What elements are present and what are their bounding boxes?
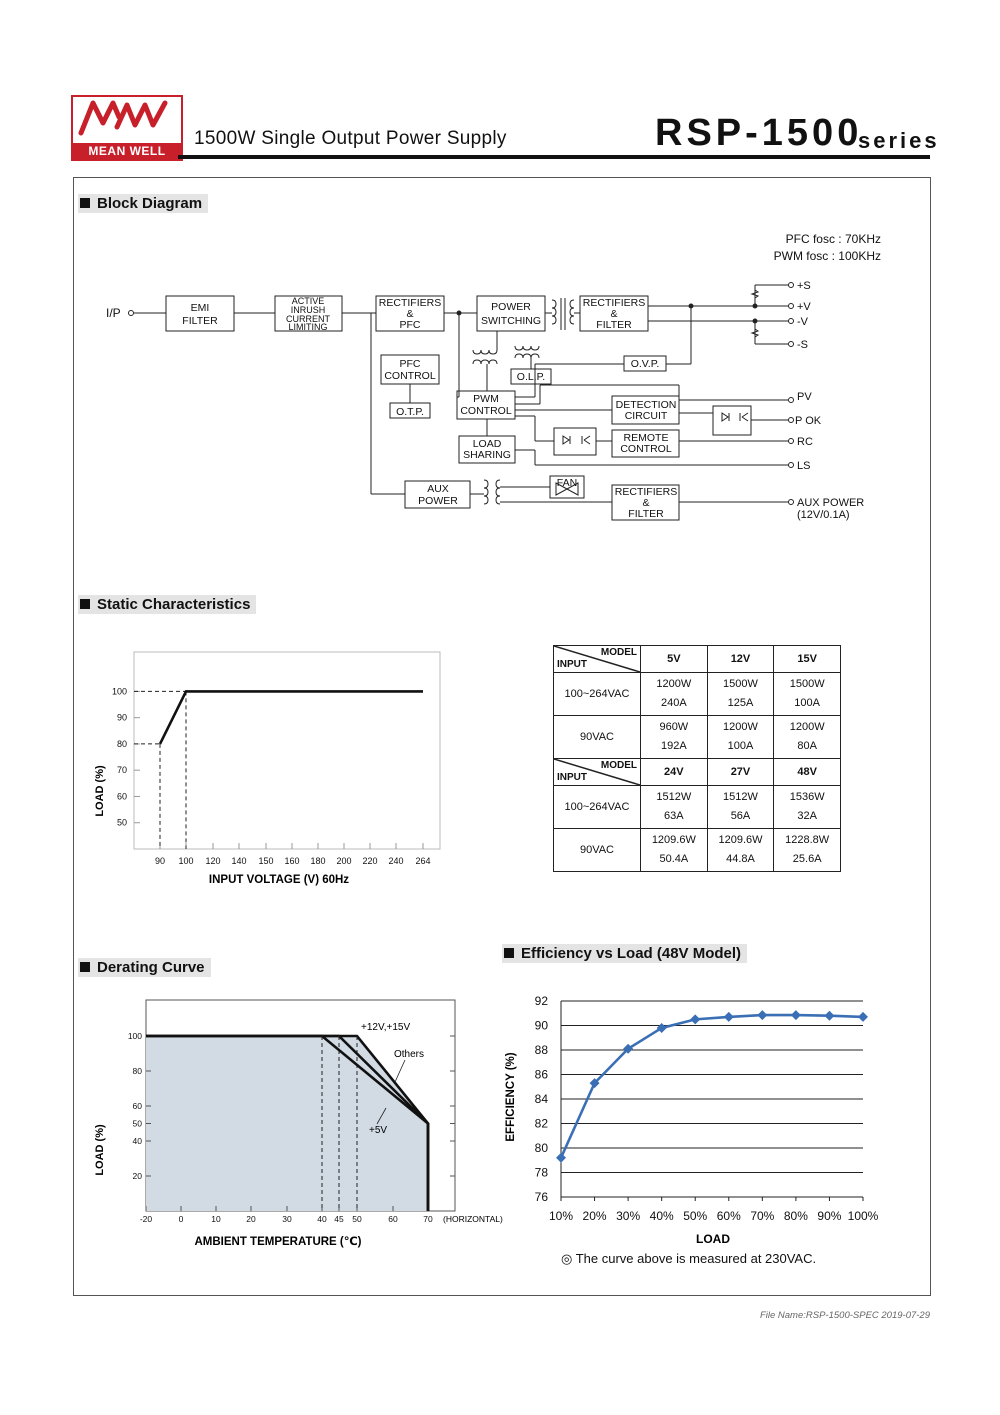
svg-text:RECTIFIERS: RECTIFIERS <box>614 486 678 498</box>
static-x-tick-label: 180 <box>310 856 326 866</box>
efficiency-y-tick-label: 76 <box>534 1190 548 1204</box>
pfc-fosc: PFC fosc : 70KHz <box>785 232 881 246</box>
derating-x-tick-label: 30 <box>282 1214 292 1224</box>
derating-label-5v: +5V <box>369 1125 388 1136</box>
cell-power: 1209.6W <box>651 834 696 846</box>
static-y-tick-label: 100 <box>111 686 127 697</box>
svg-text:DETECTION: DETECTION <box>615 399 677 411</box>
cell-current: 192A <box>660 740 687 752</box>
efficiency-y-tick-label: 88 <box>534 1043 548 1057</box>
table-input-cell: 90VAC <box>554 829 641 872</box>
derating-horizontal: (HORIZONTAL) <box>443 1214 503 1224</box>
cell-current: 80A <box>797 740 817 752</box>
svg-text:REMOTE: REMOTE <box>623 432 669 444</box>
svg-text:CONTROL: CONTROL <box>620 443 672 455</box>
svg-text:CONTROL: CONTROL <box>460 405 512 417</box>
section-efficiency: Efficiency vs Load (48V Model) <box>502 944 747 963</box>
table-model-header: 48V <box>774 759 841 786</box>
svg-text:LOAD: LOAD <box>472 438 502 450</box>
svg-text:&: & <box>406 308 414 320</box>
cell-current: 100A <box>727 740 754 752</box>
static-x-tick-label: 150 <box>258 856 274 866</box>
efficiency-point <box>556 1153 566 1163</box>
efficiency-y-tick-label: 78 <box>534 1165 548 1180</box>
svg-text:PFC: PFC <box>399 358 421 370</box>
derating-y-tick-label: 80 <box>132 1066 142 1076</box>
derating-x-tick-label: 70 <box>423 1214 433 1224</box>
logo-text: MEAN WELL <box>73 143 181 159</box>
static-x-tick-label: 264 <box>415 856 431 866</box>
svg-text:RECTIFIERS: RECTIFIERS <box>378 297 442 309</box>
svg-text:CURRENT: CURRENT <box>286 314 330 324</box>
efficiency-ylabel: EFFICIENCY (%) <box>505 1052 517 1142</box>
efficiency-point <box>858 1012 868 1022</box>
cell-current: 100A <box>794 697 820 709</box>
derating-x-tick-label: 40 <box>317 1214 327 1224</box>
svg-text:POWER: POWER <box>491 301 531 313</box>
series-label: series <box>858 128 940 153</box>
derating-y-tick-label: 100 <box>127 1031 142 1041</box>
efficiency-note: ◎ The curve above is measured at 230VAC. <box>561 1251 817 1266</box>
static-x-tick-label: 140 <box>231 856 247 866</box>
svg-text:PWM: PWM <box>473 393 499 405</box>
efficiency-y-tick-label: 82 <box>534 1116 548 1131</box>
svg-text:AUX POWER: AUX POWER <box>797 497 865 509</box>
table-input-cell: 90VAC <box>554 716 641 759</box>
svg-text:CIRCUIT: CIRCUIT <box>624 410 668 422</box>
efficiency-x-tick-label: 60% <box>716 1209 741 1223</box>
efficiency-y-tick-label: 80 <box>534 1141 548 1155</box>
efficiency-x-tick-label: 100% <box>847 1209 879 1223</box>
input-label: I/P <box>106 306 121 320</box>
svg-text:RC: RC <box>797 436 813 448</box>
cell-power: 1200W <box>656 678 692 690</box>
static-x-tick-label: 90 <box>154 856 166 866</box>
cell-current: 240A <box>660 697 687 709</box>
efficiency-x-tick-label: 90% <box>817 1209 842 1223</box>
static-x-tick-label: 240 <box>388 856 404 866</box>
efficiency-y-tick-label: 84 <box>534 1092 548 1106</box>
derating-ylabel: LOAD (%) <box>94 1124 106 1176</box>
cell-power: 1512W <box>723 791 758 803</box>
efficiency-x-tick-label: 70% <box>750 1209 775 1223</box>
cell-current: 32A <box>797 810 817 822</box>
cell-power: 1209.6W <box>718 834 763 846</box>
static-x-tick-label: 220 <box>362 856 378 866</box>
static-x-tick-label: 120 <box>205 856 221 866</box>
svg-text:(12V/0.1A): (12V/0.1A) <box>797 509 850 521</box>
cell-current: 63A <box>664 810 684 822</box>
svg-text:O.T.P.: O.T.P. <box>396 406 424 418</box>
static-xlabel: INPUT VOLTAGE (V) 60Hz <box>208 874 350 886</box>
table-input-cell: 100~264VAC <box>554 786 641 829</box>
cell-current: 125A <box>727 697 754 709</box>
static-y-tick-label: 80 <box>116 738 127 749</box>
derating-x-tick-label: -20 <box>139 1214 153 1224</box>
svg-text:POWER: POWER <box>418 495 458 507</box>
cell-current: 56A <box>730 810 751 822</box>
cell-power: 1228.8W <box>785 834 830 846</box>
product-subtitle: 1500W Single Output Power Supply <box>194 128 507 149</box>
efficiency-x-tick-label: 40% <box>649 1209 674 1223</box>
efficiency-x-tick-label: 20% <box>582 1209 607 1223</box>
corner-input-label: INPUT <box>557 772 587 783</box>
model-name: RSP-1500 <box>655 112 863 154</box>
table-input-cell: 100~264VAC <box>554 673 641 716</box>
derating-x-tick-label: 60 <box>388 1214 398 1224</box>
pwm-fosc: PWM fosc : 100KHz <box>773 249 881 263</box>
derating-x-tick-label: 10 <box>211 1214 221 1224</box>
corner-model-label: MODEL <box>600 760 637 771</box>
static-y-tick-label: 50 <box>116 817 127 828</box>
derating-label-12v: +12V,+15V <box>361 1022 411 1033</box>
svg-text:+S: +S <box>797 280 811 292</box>
svg-text:FILTER: FILTER <box>628 508 664 520</box>
derating-x-tick-label: 45 <box>334 1214 344 1224</box>
static-y-tick-label: 90 <box>116 712 127 723</box>
svg-text:FILTER: FILTER <box>182 315 218 327</box>
cell-power: 1200W <box>723 721 758 733</box>
svg-text:O.L.P.: O.L.P. <box>516 371 546 383</box>
derating-xlabel: AMBIENT TEMPERATURE (℃) <box>194 1236 362 1248</box>
cell-power: 960W <box>659 721 689 733</box>
static-y-tick-label: 70 <box>116 765 127 776</box>
cell-current: 50.4A <box>659 853 689 865</box>
svg-text:AUX: AUX <box>427 483 449 495</box>
corner-model-label: MODEL <box>600 647 637 658</box>
cell-power: 1200W <box>789 721 825 733</box>
table-model-header: 12V <box>707 646 774 673</box>
section-block-diagram: Block Diagram <box>78 194 208 213</box>
efficiency-xlabel: LOAD <box>696 1232 730 1246</box>
corner-input-label: INPUT <box>557 659 587 670</box>
cell-power: 1500W <box>789 678 825 690</box>
svg-text:&: & <box>642 497 650 509</box>
efficiency-point <box>791 1010 801 1020</box>
efficiency-point <box>690 1014 700 1024</box>
svg-text:INRUSH: INRUSH <box>290 305 326 315</box>
efficiency-x-tick-label: 50% <box>683 1209 708 1223</box>
cell-power: 1512W <box>656 791 692 803</box>
svg-text:FILTER: FILTER <box>596 319 632 331</box>
efficiency-x-tick-label: 30% <box>616 1209 641 1223</box>
efficiency-point <box>824 1011 834 1021</box>
svg-text:LS: LS <box>797 460 811 472</box>
static-x-tick-label: 160 <box>284 856 300 866</box>
static-ylabel: LOAD (%) <box>94 765 106 817</box>
cell-current: 44.8A <box>726 853 755 865</box>
svg-text:P OK: P OK <box>795 415 822 427</box>
derating-y-tick-label: 20 <box>132 1171 142 1181</box>
section-derating-curve: Derating Curve <box>78 958 211 977</box>
svg-text:RECTIFIERS: RECTIFIERS <box>582 297 646 309</box>
svg-text:-V: -V <box>797 316 808 328</box>
svg-text:CONTROL: CONTROL <box>384 370 436 382</box>
svg-text:&: & <box>610 308 618 320</box>
derating-x-tick-label: 0 <box>178 1214 184 1224</box>
file-footer: File Name:RSP-1500-SPEC 2019-07-29 <box>759 1310 930 1321</box>
table-model-header: 5V <box>641 646 708 673</box>
svg-text:FAN: FAN <box>556 477 578 489</box>
efficiency-y-tick-label: 90 <box>534 1018 548 1033</box>
table-model-header: 15V <box>774 646 841 673</box>
derating-y-tick-label: 40 <box>132 1136 142 1146</box>
efficiency-y-tick-label: 86 <box>534 1067 548 1082</box>
svg-text:LIMITING: LIMITING <box>288 322 328 332</box>
efficiency-point <box>757 1010 767 1020</box>
derating-x-tick-label: 20 <box>246 1214 256 1224</box>
efficiency-y-tick-label: 92 <box>534 994 548 1008</box>
static-y-tick-label: 60 <box>116 791 127 802</box>
static-x-tick-label: 100 <box>178 856 194 866</box>
svg-text:EMI: EMI <box>190 302 210 314</box>
svg-text:PV: PV <box>797 391 812 403</box>
svg-text:SHARING: SHARING <box>463 449 511 461</box>
table-model-header: 24V <box>641 759 708 786</box>
derating-y-tick-label: 50 <box>132 1118 142 1129</box>
svg-text:O.V.P.: O.V.P. <box>630 358 660 370</box>
section-static-characteristics: Static Characteristics <box>78 595 256 614</box>
cell-power: 1500W <box>723 678 758 690</box>
table-model-header: 27V <box>707 759 774 786</box>
svg-text:PFC: PFC <box>399 319 421 331</box>
derating-x-tick-label: 50 <box>352 1214 362 1224</box>
derating-label-others: Others <box>394 1049 425 1060</box>
svg-text:ACTIVE: ACTIVE <box>291 296 325 306</box>
svg-text:-S: -S <box>797 339 808 351</box>
derating-y-tick-label: 60 <box>132 1101 142 1111</box>
static-x-tick-label: 200 <box>336 856 352 866</box>
efficiency-point <box>724 1012 734 1022</box>
cell-power: 1536W <box>789 791 825 803</box>
efficiency-x-tick-label: 10% <box>548 1209 574 1223</box>
efficiency-line <box>561 1015 863 1158</box>
svg-text:SWITCHING: SWITCHING <box>480 315 542 327</box>
svg-text:+V: +V <box>797 301 811 313</box>
efficiency-x-tick-label: 80% <box>783 1209 808 1223</box>
cell-current: 25.6A <box>792 853 822 865</box>
